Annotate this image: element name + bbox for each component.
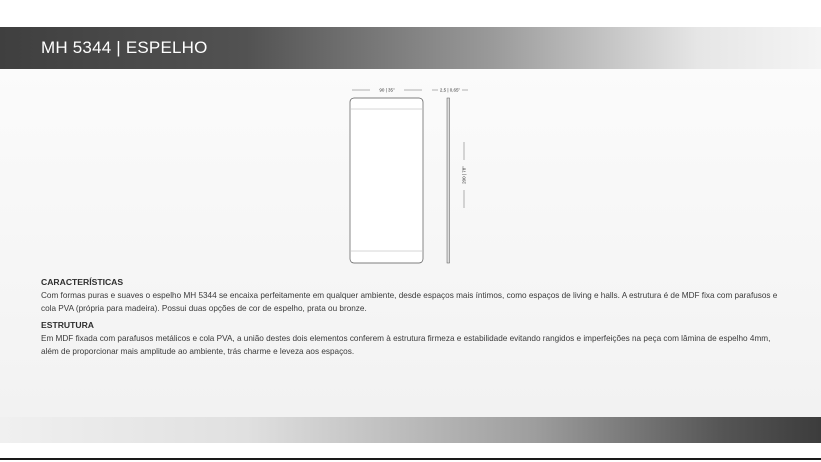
section-heading-estrutura: ESTRUTURA bbox=[41, 320, 94, 330]
depth-dimension-label: 2,5 | 0,65" bbox=[439, 87, 461, 93]
section-heading-caracteristicas: CARACTERÍSTICAS bbox=[41, 277, 124, 287]
width-dimension-label: 90 | 35" bbox=[379, 87, 395, 93]
height-dimension-label: 200 | 78" bbox=[461, 166, 467, 184]
bottom-rule bbox=[0, 458, 821, 460]
page-title: MH 5344 | ESPELHO bbox=[41, 38, 208, 57]
section-text-estrutura: Em MDF fixada com parafusos metálicos e cola PVA, a união destes dois elementos conferem à estrutura firmeza e estabilidade evitando rangidos e imperfeições na peça com lâmina de espelho 4mm, além de proporcionar mais amplitude ao ambiente, trás charme e leveza aos espaços. bbox=[41, 334, 771, 356]
technical-drawing bbox=[340, 82, 480, 268]
mirror-front-view bbox=[350, 98, 423, 263]
section-text-caracteristicas: Com formas puras e suaves o espelho MH 5344 se encaixa perfeitamente em qualquer ambiente, desde espaços mais íntimos, como espaços de living e halls. A estrutura é de MDF fixa com parafusos e cola PVA (própria para madeira). Possui duas opções de cor de espelho, prata ou bronze. bbox=[41, 291, 778, 313]
mirror-side-view bbox=[447, 98, 450, 263]
description-block bbox=[41, 276, 781, 358]
footer-bar bbox=[0, 417, 821, 443]
